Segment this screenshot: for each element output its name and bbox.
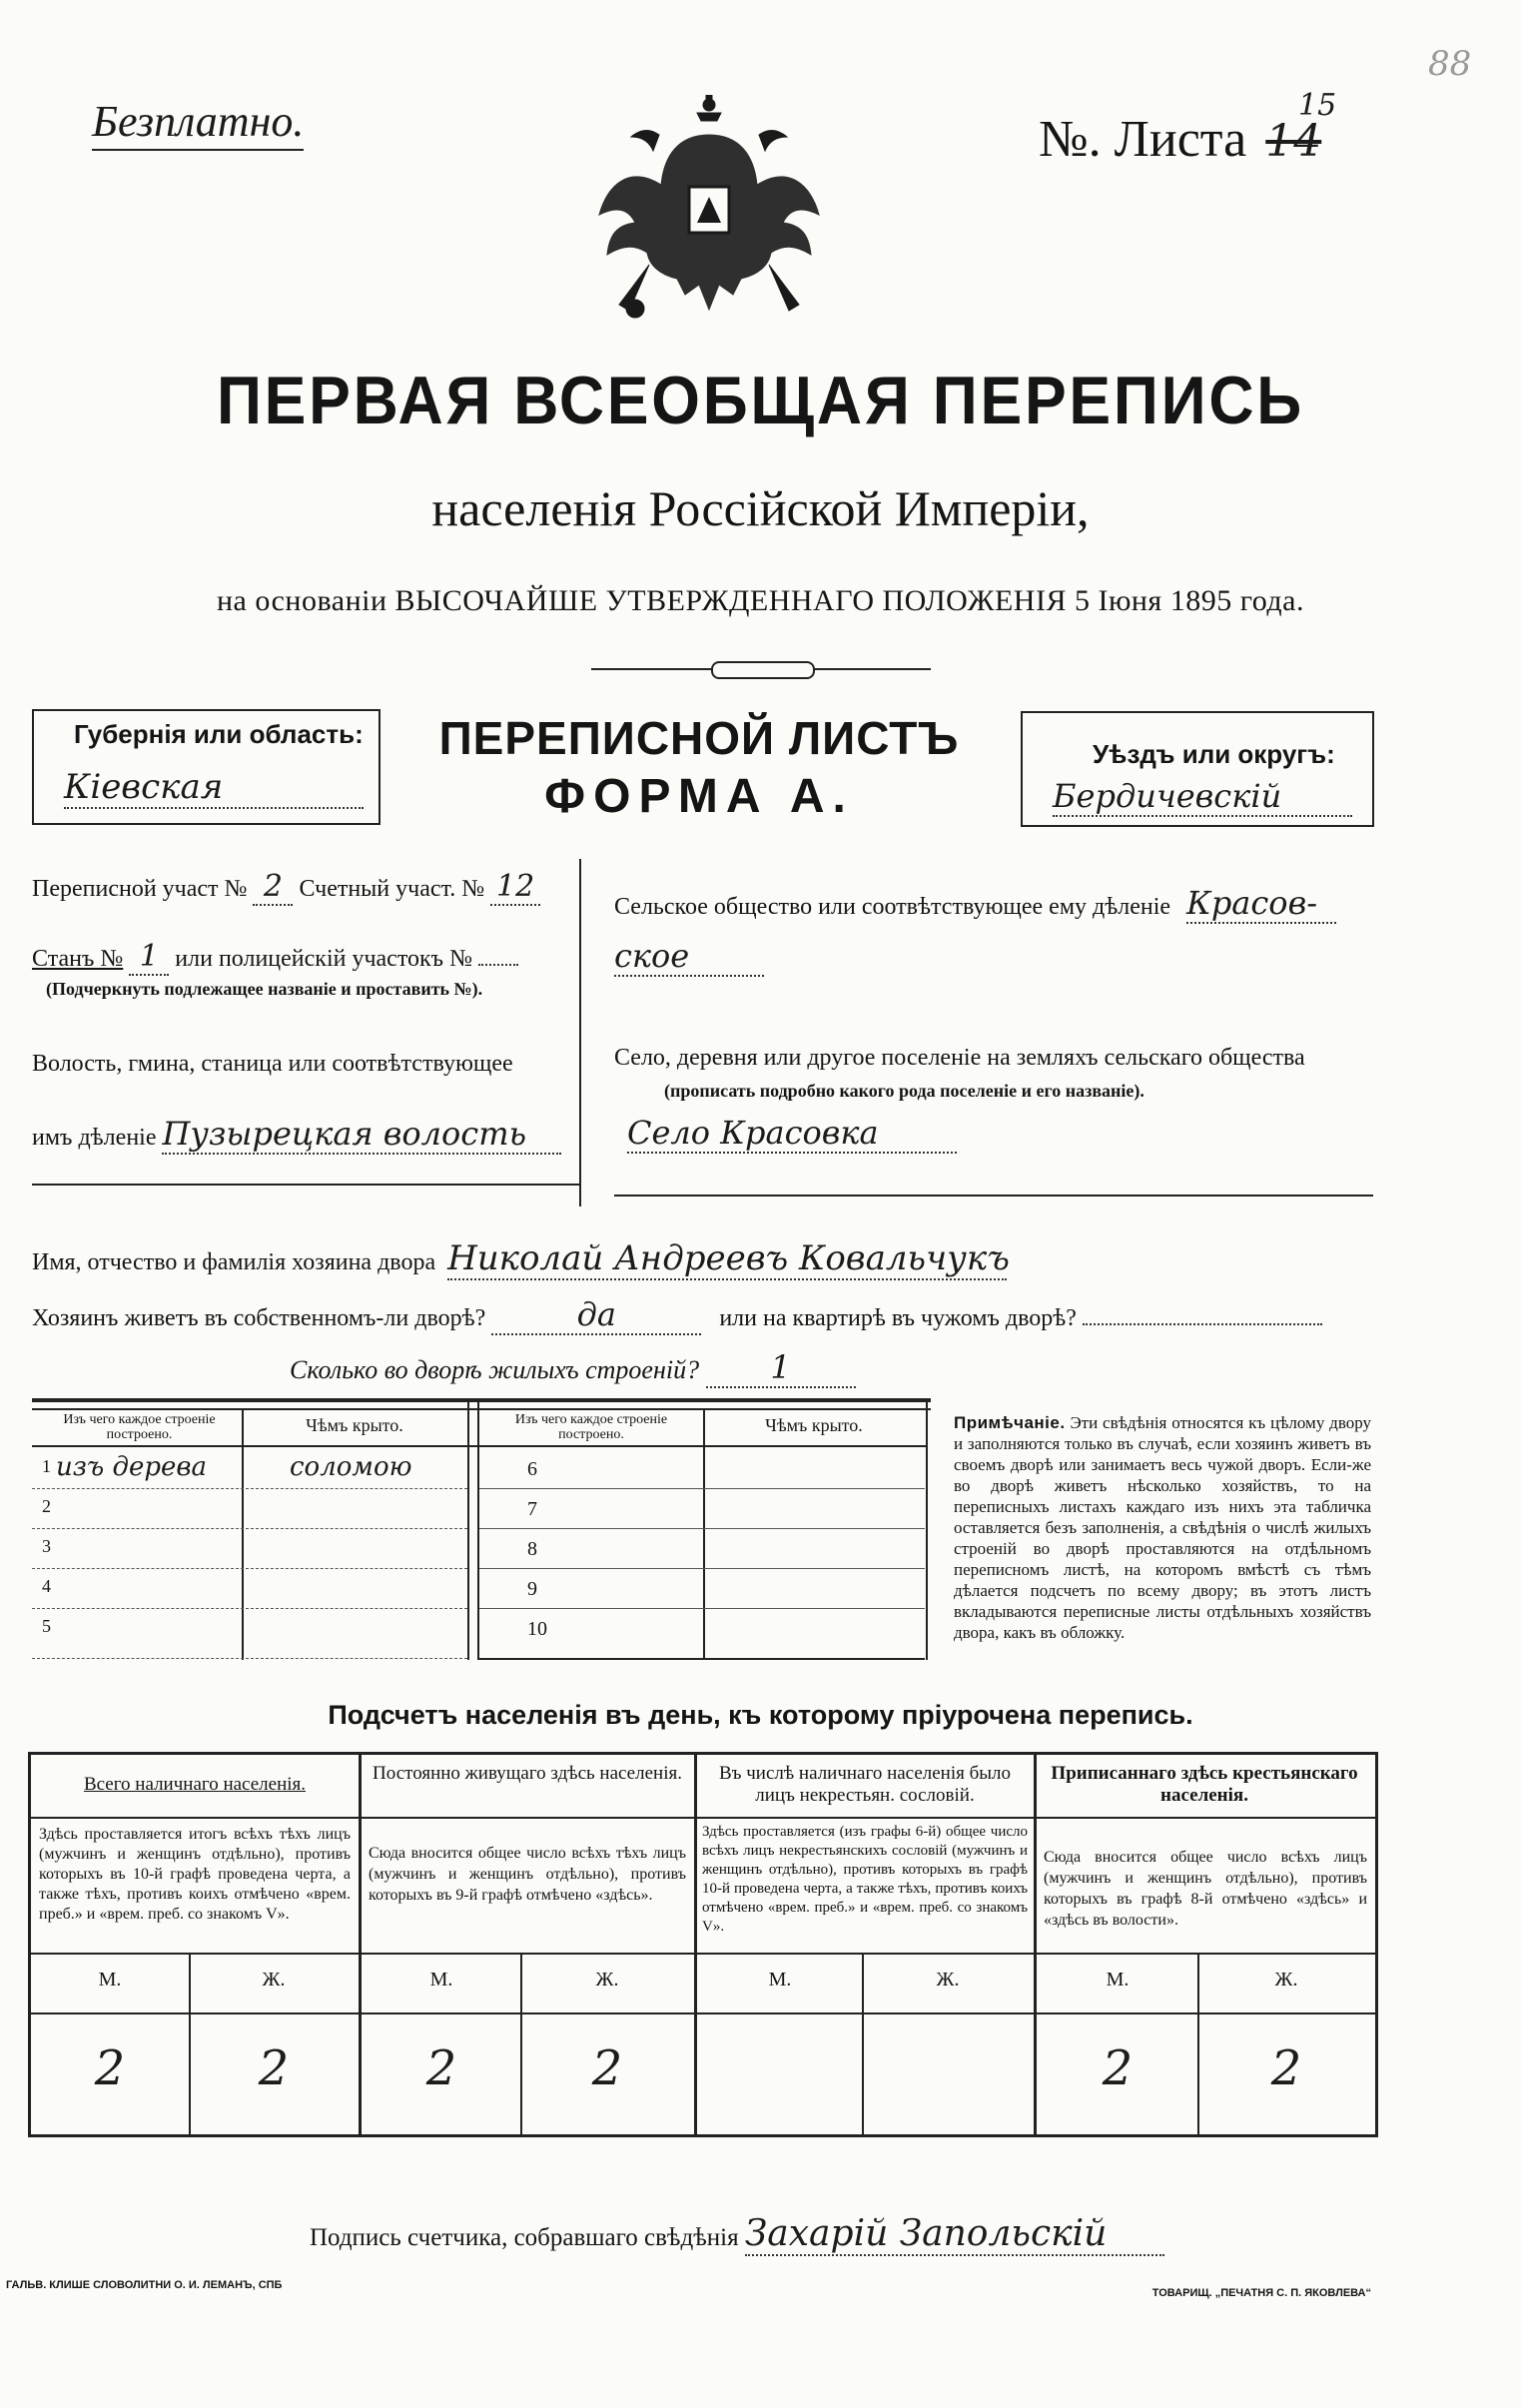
signature-row: [310, 2213, 1164, 2256]
uchastok-value: 2: [253, 869, 293, 906]
table-row: [32, 1448, 467, 1488]
group-2-female-label: Ж.: [595, 1969, 619, 1991]
group-1-female-value: 2: [258, 2040, 290, 2096]
table-row: [32, 1608, 467, 1648]
schetny-label: Счетный участ. №: [299, 876, 485, 902]
table-row: [479, 1568, 925, 1608]
group-3-male-label: М.: [768, 1969, 792, 1991]
row-number: 7: [527, 1498, 537, 1520]
group-3-female-label: Ж.: [936, 1969, 960, 1991]
sheet-number: [1039, 88, 1337, 169]
note-title: Примѣчаніе.: [954, 1413, 1066, 1432]
group-2-female-value: 2: [591, 2040, 623, 2096]
group-4-title: Приписаннаго здѣсь крестьянскаго населенія.: [1051, 1763, 1358, 1806]
rented-value: [1083, 1323, 1322, 1325]
society-value-1: Красов-: [1186, 884, 1336, 924]
uchastok-no-label: №: [224, 876, 248, 902]
underline-note: (Подчеркнуть подлежащее названіе и проставить №).: [46, 979, 483, 999]
table-row: [479, 1608, 925, 1648]
owner-name-label: Имя, отчество и фамилія хозяина двора: [32, 1249, 436, 1275]
volost-value: Пузырецкая волость: [162, 1115, 561, 1155]
uchastok-row: [32, 869, 540, 906]
stan-row: [32, 939, 518, 976]
free-label: Безплатно.: [92, 96, 304, 151]
table-row: [479, 1448, 925, 1488]
col-roof-right: Чѣмъ крыто.: [765, 1415, 863, 1435]
table-row: [32, 1488, 467, 1528]
uezd-label: Уѣздъ или округъ:: [1093, 739, 1335, 769]
signature-label: Подпись счетчика, собравшаго свѣдѣнія: [310, 2224, 739, 2251]
group-4-desc: Сюда вносится общее число всѣхъ лицъ (мужчинъ и женщинъ отдѣльно), противъ которыхъ въ графѣ 8-й отмѣчено «здѣсь» и «здѣсь въ волости».: [1044, 1849, 1367, 1929]
police-value: [478, 964, 518, 966]
ornament-divider: [591, 663, 931, 675]
right-rows: [479, 1448, 925, 1648]
group-4-female-value: 2: [1270, 2040, 1302, 2096]
count-heading: Подсчетъ населенія въ день, къ которому пріурочена перепись.: [328, 1700, 1193, 1730]
note-text: Эти свѣдѣнія относятся къ цѣлому двору и заполняются только въ случаѣ, если хозяинъ живетъ въ своемъ дворѣ или занимаетъ весь чужой дворъ. Если-же во дворѣ живетъ нѣсколько хозяйствъ, то на переписныхъ листахъ каждаго изъ нихъ эта табличка оставляется безъ заполненія, а свѣдѣнія о числѣ жилыхъ строеній во дворѣ проставляются на отдѣльномъ переписномъ листѣ, на которомъ вмѣстѣ съ тѣмъ дѣлается подсчетъ по всему двору; въ этотъ листъ вкладываются переписные листы отдѣльныхъ хозяйствъ двора, какъ въ обложку.: [954, 1413, 1372, 1642]
police-label: или полицейскій участокъ №: [175, 946, 472, 972]
note-block: [954, 1412, 1371, 1643]
group-1-desc: Здѣсь проставляется итогъ всѣхъ тѣхъ лицъ (мужчинъ и женщинъ отдѣльно), противъ которыхъ въ 10-й графѣ проведена черта, а также тѣхъ, противъ коихъ отмѣчено «врем. преб.» и «врем. преб. со знакомъ V».: [39, 1826, 351, 1923]
stan-value: 1: [129, 939, 169, 976]
guberniya-value: Кіевская: [64, 767, 364, 809]
form-subtitle: ФОРМА А.: [544, 770, 854, 823]
volost-label-2: имъ дѣленіе: [32, 1125, 157, 1151]
signature-value: Захарій Запольскій: [745, 2213, 1164, 2256]
sheet-number-label: №. Листа: [1039, 111, 1247, 168]
group-4-male-label: М.: [1106, 1969, 1130, 1991]
row-number: 3: [42, 1536, 51, 1556]
own-yard-value: да: [491, 1295, 701, 1335]
group-2-title: Постоянно живущаго здѣсь населенія.: [373, 1763, 682, 1784]
owner-name-row: [32, 1238, 1010, 1280]
form-title: ПЕРЕПИСНОЙ ЛИСТЪ: [438, 712, 960, 764]
owner-name-value: Николай Андреевъ Ковальчукъ: [447, 1238, 1010, 1278]
table-row: [32, 1528, 467, 1568]
group-2-desc: Сюда вносится общее число всѣхъ тѣхъ лицъ (мужчинъ и женщинъ отдѣльно), противъ которыхъ въ 9-й графѣ отмѣчено «здѣсь».: [369, 1845, 686, 1904]
form-title-block: [399, 711, 999, 824]
row-number: 10: [527, 1618, 547, 1640]
decree-line: на основаніи ВЫСОЧАЙШЕ УТВЕРЖДЕННАГО ПОЛОЖЕНІЯ 5 Іюня 1895 года.: [217, 584, 1304, 617]
guberniya-box: [32, 709, 380, 825]
schetny-value: 12: [490, 869, 540, 906]
group-1-female-label: Ж.: [262, 1969, 286, 1991]
stan-label: Станъ №: [32, 946, 124, 972]
village-value: Село Красовка: [627, 1114, 957, 1154]
group-1-male-value: 2: [94, 2040, 126, 2096]
group-3-title: Въ числѣ наличнаго населенія было лицъ некрестьян. сословій.: [718, 1763, 1012, 1806]
left-rows: [32, 1448, 467, 1648]
own-yard-row: [32, 1295, 1322, 1335]
buildings-value: 1: [706, 1348, 856, 1388]
table-row: [479, 1488, 925, 1528]
col-built-right: Изъ чего каждое строеніе построено.: [514, 1412, 668, 1442]
footer-right: ТОВАРИЩ. „ПЕЧАТНЯ С. П. ЯКОВЛЕВА“: [1151, 2287, 1371, 2299]
uezd-value: Бердичевскій: [1053, 777, 1352, 817]
archive-mark: 88: [1428, 44, 1472, 84]
buildings-row: [290, 1348, 856, 1388]
buildings-table: [32, 1398, 931, 1660]
col-built-left: Изъ чего каждое строеніе построено.: [63, 1412, 216, 1442]
subtitle: населенія Россійской Имперіи,: [431, 480, 1090, 536]
row-number: 1: [42, 1456, 51, 1476]
rented-label: или на квартирѣ въ чужомъ дворѣ?: [719, 1305, 1077, 1331]
fields-divider: [579, 859, 581, 1206]
own-yard-label: Хозяинъ живетъ въ собственномъ-ли дворѣ?: [32, 1305, 486, 1331]
village-label: Село, деревня или другое поселеніе на земляхъ сельскаго общества: [614, 1045, 1305, 1071]
group-1-title: Всего наличнаго населенія.: [83, 1774, 307, 1795]
imperial-eagle-emblem: [589, 95, 829, 335]
main-title: ПЕРВАЯ ВСЕОБЩАЯ ПЕРЕПИСЬ: [216, 363, 1305, 438]
sheet-number-old: 14: [1265, 116, 1322, 167]
row-number: 9: [527, 1578, 537, 1600]
col-roof-left: Чѣмъ крыто.: [306, 1415, 403, 1435]
group-2-male-value: 2: [425, 2040, 457, 2096]
table-row: [32, 1568, 467, 1608]
row-number: 4: [42, 1576, 51, 1596]
uchastok-label: Переписной участ: [32, 876, 219, 902]
row-built: изъ дерева: [56, 1452, 208, 1482]
row-number: 6: [527, 1458, 537, 1480]
row-number: 2: [42, 1496, 51, 1516]
footer-left: ГАЛЬВ. КЛИШЕ СЛОВОЛИТНИ О. И. ЛЕМАНЪ, СПБ: [6, 2279, 283, 2291]
right-rule: [614, 1195, 1373, 1197]
society-value-2: ское: [614, 937, 764, 977]
society-label: Сельское общество или соотвѣтствующее ему дѣленіе: [614, 894, 1171, 920]
village-note: (прописать подробно какого рода поселеніе и его названіе).: [664, 1081, 1144, 1101]
uezd-box: [1021, 711, 1374, 827]
table-row: [479, 1528, 925, 1568]
society-row: [614, 884, 1336, 924]
left-rule: [32, 1184, 579, 1186]
sheet-number-value: 15: [1298, 88, 1337, 123]
group-3-desc: Здѣсь проставляется (изъ графы 6-й) общее число всѣхъ лицъ некрестьянскихъ сословій (мужчинъ и женщинъ отдѣльно), противъ которыхъ въ графѣ 10-й проведена черта, а также тѣхъ, противъ коихъ отмѣчено «врем. преб.» и «врем. преб. со знакомъ V».: [702, 1824, 1028, 1935]
group-2-male-label: М.: [429, 1969, 453, 1991]
buildings-label: Сколько во дворѣ жилыхъ строеній?: [290, 1355, 700, 1384]
row-roof: соломою: [290, 1452, 412, 1482]
group-1-male-label: М.: [98, 1969, 122, 1991]
row-number: 5: [42, 1616, 51, 1636]
volost-label: Волость, гмина, станица или соотвѣтствующее: [32, 1051, 513, 1077]
group-4-female-label: Ж.: [1274, 1969, 1298, 1991]
volost-row: [32, 1115, 561, 1155]
row-number: 8: [527, 1538, 537, 1560]
count-table: [28, 1752, 1378, 2137]
guberniya-label: Губернія или область:: [74, 719, 364, 749]
group-4-male-value: 2: [1102, 2040, 1134, 2096]
